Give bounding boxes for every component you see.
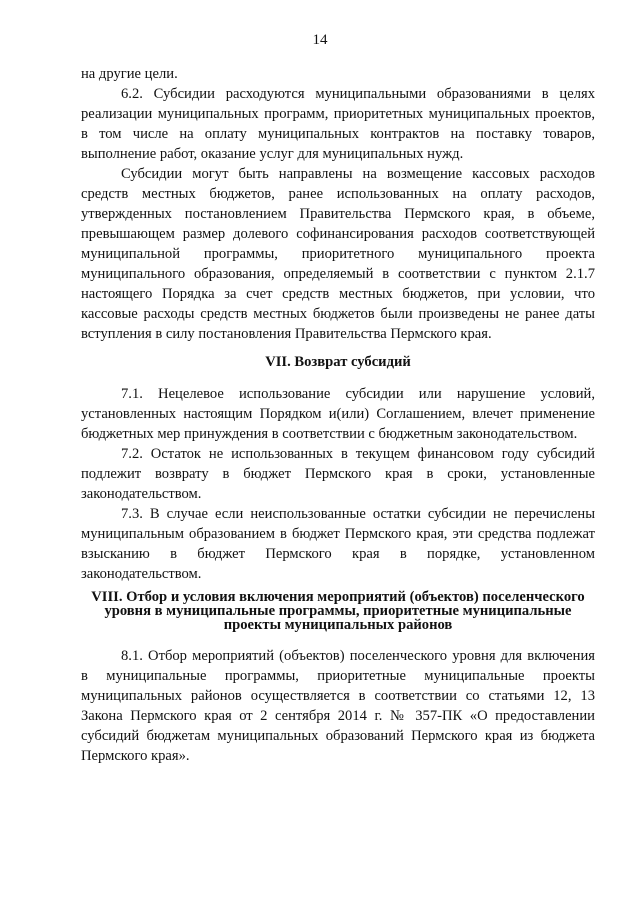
paragraph-7-3: 7.3. В случае если неиспользованные остатки субсидии не перечислены муниципальным образованием в бюджет Пермского края, эти средства подлежат взысканию в бюджет Пермского края в порядке, установленном законодательством. — [81, 506, 595, 582]
document-body — [81, 64, 595, 766]
paragraph-8-1: 8.1. Отбор мероприятий (объектов) поселенческого уровня для включения в муниципальные программы, приоритетные муниципальные проекты муниципальных районов осуществляется в соответствии со статьями 12, 13 Закона Пермского края от 2 сентября 2014 г. № 357-ПК «О предоставлении субсидий бюджетам муниципальных образований Пермского края из бюджета Пермского края». — [81, 648, 595, 764]
section-heading-7: VII. Возврат субсидий — [265, 354, 411, 370]
section-heading-8: VIII. Отбор и условия включения мероприятий (объектов) поселенческого уровня в муниципальные программы, приоритетные муниципальные проекты муниципальных районов — [91, 589, 585, 633]
paragraph-7-2: 7.2. Остаток не использованных в текущем финансовом году субсидий подлежит возврату в бюджет Пермского края в сроки, установленные законодательством. — [81, 446, 595, 502]
paragraph-7-1: 7.1. Нецелевое использование субсидии или нарушение условий, установленных настоящим Порядком и(или) Соглашением, влечет применение бюджетных мер принуждения в соответствии с бюджетным законодательством. — [81, 386, 595, 442]
page-number: 14 — [312, 32, 328, 48]
paragraph-6-2: 6.2. Субсидии расходуются муниципальными образованиями в целях реализации муниципальных программ, приоритетных муниципальных проектов, в том числе на оплату муниципальных контрактов на поставку товаров, выполнение работ, оказание услуг для муниципальных нужд. — [81, 86, 595, 162]
paragraph-continuation: на другие цели. — [81, 66, 178, 82]
paragraph-6-2-subsidies: Субсидии могут быть направлены на возмещение кассовых расходов средств местных бюджетов, ранее использованных на оплату расходов, утвержденных постановлением Правительства Пермского края, в объеме, превышающем размер долевого софинансирования расходов соответствующей муниципальной программы, приоритетного муниципального проекта муниципального образования, определяемый в соответствии с пунктом 2.1.7 настоящего Порядка за счет средств местных бюджетов, при условии, что кассовые расходы средств местных бюджетов были произведены не ранее даты вступления в силу постановления Правительства Пермского края. — [81, 166, 595, 342]
